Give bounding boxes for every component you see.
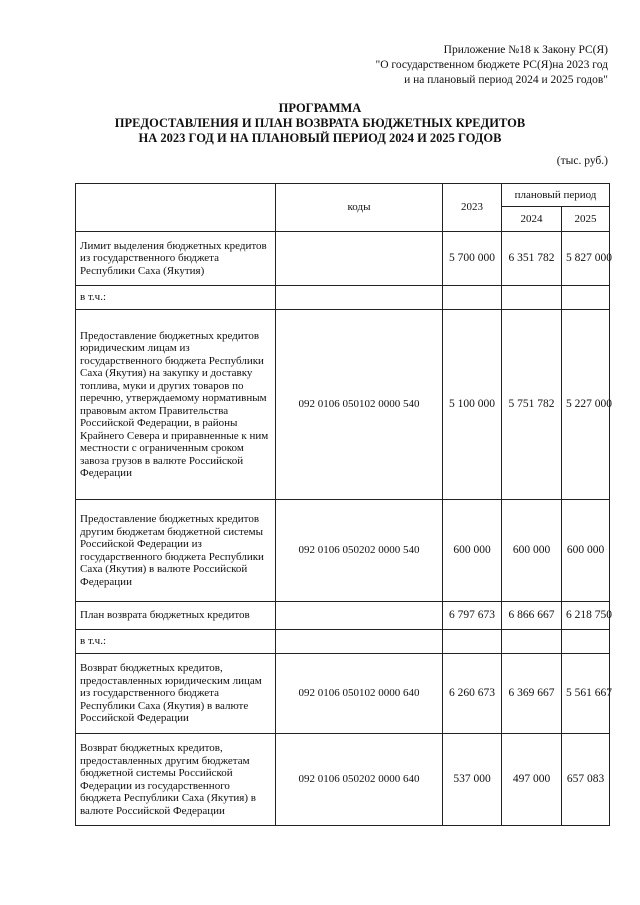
row-value-2023: 537 000 (443, 734, 502, 826)
document-title (0, 101, 640, 146)
row-value-2023 (443, 286, 502, 310)
row-value-2024 (502, 286, 562, 310)
row-value-2023: 6 260 673 (443, 654, 502, 734)
table-row (76, 654, 610, 734)
row-code: 092 0106 050102 0000 540 (276, 310, 443, 500)
row-value-2023: 6 797 673 (443, 602, 502, 630)
table-row (76, 734, 610, 826)
row-value-2023: 5 700 000 (443, 232, 502, 286)
row-value-2025 (562, 630, 610, 654)
units-label: (тыс. руб.) (556, 155, 608, 167)
row-value-2025: 5 227 000 (562, 310, 610, 500)
row-value-2025 (562, 286, 610, 310)
row-value-2023: 5 100 000 (443, 310, 502, 500)
row-value-2023 (443, 630, 502, 654)
row-value-2024: 497 000 (502, 734, 562, 826)
header-planned-period: плановый период (502, 184, 610, 207)
title-line-3: НА 2023 ГОД И НА ПЛАНОВЫЙ ПЕРИОД 2024 И 2025 ГОДОВ (138, 131, 502, 145)
row-value-2024: 6 866 667 (502, 602, 562, 630)
row-code: 092 0106 050202 0000 640 (276, 734, 443, 826)
title-line-2: ПРЕДОСТАВЛЕНИЯ И ПЛАН ВОЗВРАТА БЮДЖЕТНЫХ КРЕДИТОВ (114, 116, 526, 130)
row-code: 092 0106 050102 0000 640 (276, 654, 443, 734)
row-value-2024: 600 000 (502, 500, 562, 602)
row-value-2025: 5 827 000 (562, 232, 610, 286)
appendix-line-3: и на плановый период 2024 и 2025 годов" (404, 74, 608, 86)
table-row (76, 310, 610, 500)
budget-credits-table (75, 183, 610, 826)
appendix-line-1: Приложение №18 к Закону РС(Я) (443, 44, 608, 56)
table-row (76, 286, 610, 310)
appendix-line-2: "О государственном бюджете РС(Я)на 2023 год (375, 59, 608, 71)
row-label: в т.ч.: (76, 286, 276, 310)
row-value-2024: 5 751 782 (502, 310, 562, 500)
row-value-2025: 600 000 (562, 500, 610, 602)
row-value-2024: 6 351 782 (502, 232, 562, 286)
row-value-2025: 657 083 (562, 734, 610, 826)
table-row (76, 500, 610, 602)
header-2025: 2025 (562, 207, 610, 232)
row-value-2024: 6 369 667 (502, 654, 562, 734)
row-code (276, 602, 443, 630)
header-name-cell (76, 184, 276, 232)
row-label: Лимит выделения бюджетных кредитов из государственного бюджета Республики Саха (Якутия) (76, 232, 276, 286)
row-value-2025: 6 218 750 (562, 602, 610, 630)
row-code (276, 286, 443, 310)
row-label: Предоставление бюджетных кредитов другим бюджетам бюджетной системы Российской Федерации из государственного бюджета Республики Саха (Якутия) в валюте Российской Федерации (76, 500, 276, 602)
row-code (276, 232, 443, 286)
row-label: Предоставление бюджетных кредитов юридическим лицам из государственного бюджета Республики Саха (Якутия) на закупку и доставку топлива, муки и других товаров по перечню, утверждаемому нормативным правовым актом Правительства Российской Федерации, в районы Крайнего Севера и приравненные к ним местности с ограниченным сроком завоза грузов в валюте Российской Федерации (76, 310, 276, 500)
header-2024: 2024 (502, 207, 562, 232)
appendix-note (376, 43, 608, 88)
row-value-2023: 600 000 (443, 500, 502, 602)
row-code (276, 630, 443, 654)
row-value-2024 (502, 630, 562, 654)
row-value-2025: 5 561 667 (562, 654, 610, 734)
row-label: в т.ч.: (76, 630, 276, 654)
row-label: План возврата бюджетных кредитов (76, 602, 276, 630)
table-row (76, 232, 610, 286)
table-row (76, 602, 610, 630)
header-2023: 2023 (443, 184, 502, 232)
title-line-1: ПРОГРАММА (278, 101, 362, 115)
header-codes: коды (276, 184, 443, 232)
row-label: Возврат бюджетных кредитов, предоставленных юридическим лицам из государственного бюджета Республики Саха (Якутия) в валюте Российской Федерации (76, 654, 276, 734)
row-code: 092 0106 050202 0000 540 (276, 500, 443, 602)
row-label: Возврат бюджетных кредитов, предоставленных другим бюджетам бюджетной системы Российской Федерации из государственного бюджета Республики Саха (Якутия) в валюте Российской Федерации (76, 734, 276, 826)
table-row (76, 630, 610, 654)
